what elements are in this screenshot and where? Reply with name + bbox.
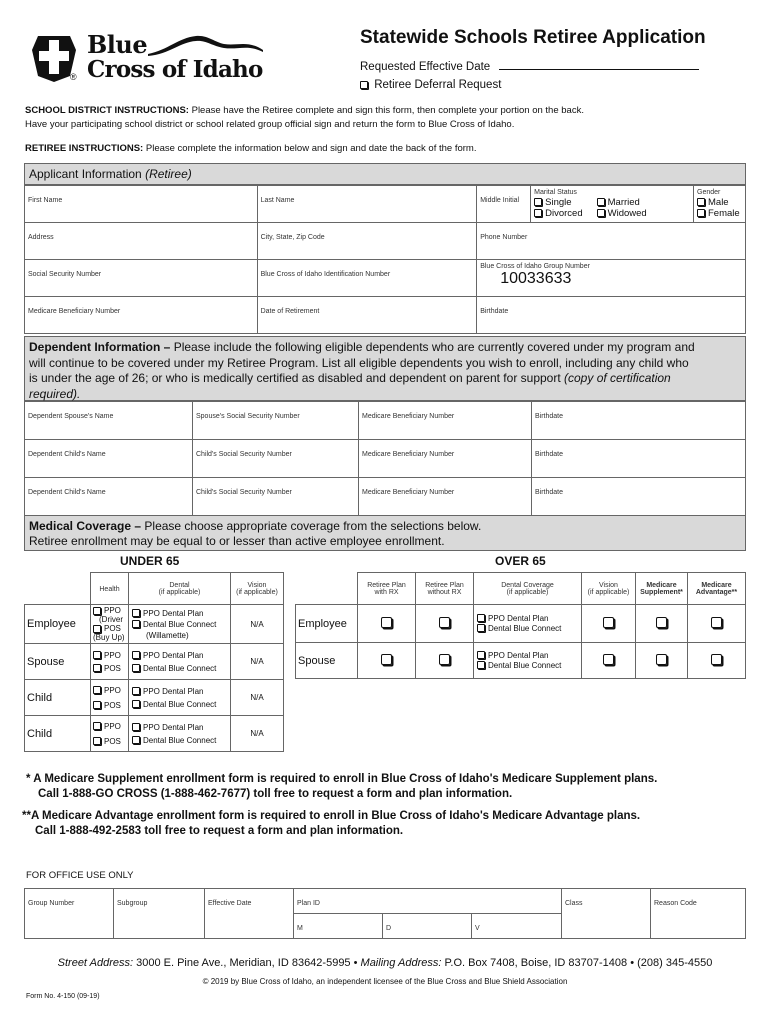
school-text-1: Please have the Retiree complete and sign this form, then complete your portion on the back.: [191, 105, 584, 116]
spouse-birthdate-field[interactable]: Birthdate: [532, 402, 746, 440]
child1-birthdate-field[interactable]: Birthdate: [532, 440, 746, 478]
over-employee-label: Employee: [296, 605, 358, 643]
sp-supp-checkbox[interactable]: [656, 654, 667, 665]
spouse-label: Spouse: [25, 644, 91, 680]
child2-label: Child: [25, 716, 91, 752]
office-subgroup[interactable]: Subgroup: [114, 889, 205, 939]
deferral-label: Retiree Deferral Request: [374, 79, 502, 91]
first-name-field[interactable]: First Name: [25, 186, 258, 223]
dependent-table: [24, 401, 746, 516]
female-option[interactable]: Female: [697, 208, 742, 219]
divorced-option[interactable]: Divorced: [534, 208, 583, 219]
child1-medicare-field[interactable]: Medicare Beneficiary Number: [359, 440, 532, 478]
child1-vision: N/A: [231, 680, 284, 716]
medical-heading: Medical Coverage – Please choose appropriate coverage from the selections below. Retiree enrollment may be equal to or lesser than active employee enrollment.: [24, 515, 746, 551]
footer-copyright: © 2019 by Blue Cross of Idaho, an independent licensee of the Blue Cross and Blue Shield Association: [202, 977, 568, 986]
spouse-dental: PPO Dental Plan Dental Blue Connect: [129, 644, 231, 680]
retiree-label: RETIREE INSTRUCTIONS:: [25, 143, 144, 154]
dependent-heading: Dependent Information – Please include the following eligible dependents who are currently covered under my program and will continue to be covered under my Retiree Program. List all eligible dependents you wish to enroll, including any child who is under the age of 26; or who is medically certified as disabled and dependent on parent for support (copy of certification required).: [24, 336, 746, 401]
deferral-checkbox[interactable]: [360, 81, 368, 89]
male-option[interactable]: Male: [697, 197, 742, 208]
child1-health: PPO POS: [91, 680, 129, 716]
married-option[interactable]: Married: [597, 197, 647, 208]
child1-label: Child: [25, 680, 91, 716]
sp-rx-checkbox[interactable]: [381, 654, 392, 665]
applicant-table: [24, 185, 746, 334]
note-advantage: **A Medicare Advantage enrollment form is required to enroll in Blue Cross of Idaho's Medicare Advantage plans. Call 1-888-492-2583 toll free to request a form and plan information.: [22, 810, 641, 837]
ssn-field[interactable]: Social Security Number: [25, 260, 258, 297]
under65-label: UNDER 65: [120, 554, 180, 568]
emp-norx-checkbox[interactable]: [439, 617, 450, 628]
retirement-date-field[interactable]: Date of Retirement: [257, 297, 477, 334]
school-text-2: Have your participating school district or school related group official sign and return the form to Blue Cross of Idaho.: [25, 119, 515, 130]
effective-date-label: Requested Effective Date: [360, 61, 491, 73]
child1-name-field[interactable]: Dependent Child's Name: [25, 440, 193, 478]
office-group-number[interactable]: Group Number: [25, 889, 114, 939]
middle-initial-field[interactable]: Middle Initial: [477, 186, 531, 223]
employee-label: Employee: [25, 605, 91, 644]
office-plan-id[interactable]: Plan ID: [294, 889, 562, 914]
widowed-option[interactable]: Widowed: [597, 208, 647, 219]
child1-ssn-field[interactable]: Child's Social Security Number: [193, 440, 359, 478]
child2-birthdate-field[interactable]: Birthdate: [532, 478, 746, 516]
office-class[interactable]: Class: [562, 889, 651, 939]
child2-name-field[interactable]: Dependent Child's Name: [25, 478, 193, 516]
child2-ssn-field[interactable]: Child's Social Security Number: [193, 478, 359, 516]
effective-date-row: [360, 60, 699, 73]
spouse-medicare-field[interactable]: Medicare Beneficiary Number: [359, 402, 532, 440]
office-plan-m[interactable]: M: [294, 914, 383, 939]
bcid-field[interactable]: Blue Cross of Idaho Identification Number: [257, 260, 477, 297]
sp-vision-checkbox[interactable]: [603, 654, 614, 665]
phone-field[interactable]: Phone Number: [477, 223, 746, 260]
spouse-health: PPO POS: [91, 644, 129, 680]
applicant-heading: Applicant Information (Retiree): [24, 163, 746, 185]
spouse-vision: N/A: [231, 644, 284, 680]
child1-dental: PPO Dental Plan Dental Blue Connect: [129, 680, 231, 716]
under65-table: Health Dental (if applicable) Vision (if applicable) Employee PPO (Driver POS (Buy Up) PPO Dental Plan Dental Blue Connect (Willamette) N/A Spouse PPO POS PPO Dental Plan Dental Blue Connect N/A Child PPO POS PPO Dental Plan Dental Blue Connect N/A Child PPO POS PPO Dental Plan Dental Blue Connect N/A: [24, 572, 284, 752]
over-spouse-dental: PPO Dental Plan Dental Blue Connect: [474, 643, 582, 679]
child2-dental: PPO Dental Plan Dental Blue Connect: [129, 716, 231, 752]
address-field[interactable]: Address: [25, 223, 258, 260]
emp-adv-checkbox[interactable]: [711, 617, 722, 628]
deferral-row: [360, 79, 501, 91]
group-number-field[interactable]: Blue Cross of Idaho Group Number 10033633: [477, 260, 746, 297]
office-reason-code[interactable]: Reason Code: [651, 889, 746, 939]
spouse-name-field[interactable]: Dependent Spouse's Name: [25, 402, 193, 440]
office-effective-date[interactable]: Effective Date: [205, 889, 294, 939]
school-instructions: [25, 104, 755, 132]
emp-supp-checkbox[interactable]: [656, 617, 667, 628]
over65-table: Retiree Plan with RX Retiree Plan without RX Dental Coverage (if applicable) Vision (if applicable) Medicare Supplement* Medicare Advantage** Employee PPO Dental Plan Dental Blue Connect Spouse PPO Dental Plan Dental Blue Connect: [295, 572, 746, 679]
child2-health: PPO POS: [91, 716, 129, 752]
logo: [30, 28, 265, 88]
over-employee-dental: PPO Dental Plan Dental Blue Connect: [474, 605, 582, 643]
birthdate-field[interactable]: Birthdate: [477, 297, 746, 334]
medicare-number-field[interactable]: Medicare Beneficiary Number: [25, 297, 258, 334]
group-number-value: 10033633: [500, 270, 572, 287]
office-plan-v[interactable]: V: [472, 914, 562, 939]
gender-field: Gender Male Female: [694, 186, 746, 223]
sp-norx-checkbox[interactable]: [439, 654, 450, 665]
over65-label: OVER 65: [495, 554, 546, 568]
marital-status-field: Marital Status Single Divorced Married Widowed: [531, 186, 694, 223]
school-label: SCHOOL DISTRICT INSTRUCTIONS:: [25, 105, 189, 116]
logo-line2: Cross of Idaho: [87, 56, 263, 83]
last-name-field[interactable]: Last Name: [257, 186, 477, 223]
form-number: Form No. 4-150 (09-19): [26, 993, 100, 1000]
emp-vision-checkbox[interactable]: [603, 617, 614, 628]
city-state-zip-field[interactable]: City, State, Zip Code: [257, 223, 477, 260]
retiree-instructions: [25, 143, 755, 154]
emp-rx-checkbox[interactable]: [381, 617, 392, 628]
employee-vision: N/A: [231, 605, 284, 644]
note-supplement: * A Medicare Supplement enrollment form is required to enroll in Blue Cross of Idaho's Medicare Supplement plans. Call 1-888-GO CROSS (1-888-462-7677) toll free to request a form and plan information.: [26, 773, 658, 800]
mountain-icon: [148, 32, 263, 58]
office-plan-d[interactable]: D: [383, 914, 472, 939]
office-heading: FOR OFFICE USE ONLY: [26, 870, 134, 881]
employee-dental: PPO Dental Plan Dental Blue Connect (Willamette): [129, 605, 231, 644]
logo-line1: Blue: [87, 30, 148, 59]
page-title: Statewide Schools Retiree Application: [360, 27, 706, 48]
spouse-ssn-field[interactable]: Spouse's Social Security Number: [193, 402, 359, 440]
effective-date-field[interactable]: [499, 60, 699, 70]
employee-health: PPO (Driver POS (Buy Up): [91, 605, 129, 644]
child2-vision: N/A: [231, 716, 284, 752]
logo-reg: ®: [70, 72, 77, 82]
over-spouse-label: Spouse: [296, 643, 358, 679]
child2-medicare-field[interactable]: Medicare Beneficiary Number: [359, 478, 532, 516]
retiree-text: Please complete the information below and sign and date the back of the form.: [145, 143, 477, 154]
office-table: [24, 888, 746, 939]
single-option[interactable]: Single: [534, 197, 583, 208]
footer-address: Street Address: 3000 E. Pine Ave., Meridian, ID 83642-5995 • Mailing Address: P.O. Box 7408, Boise, ID 83707-1408 • (208) 345-4550: [57, 957, 713, 969]
sp-adv-checkbox[interactable]: [711, 654, 722, 665]
